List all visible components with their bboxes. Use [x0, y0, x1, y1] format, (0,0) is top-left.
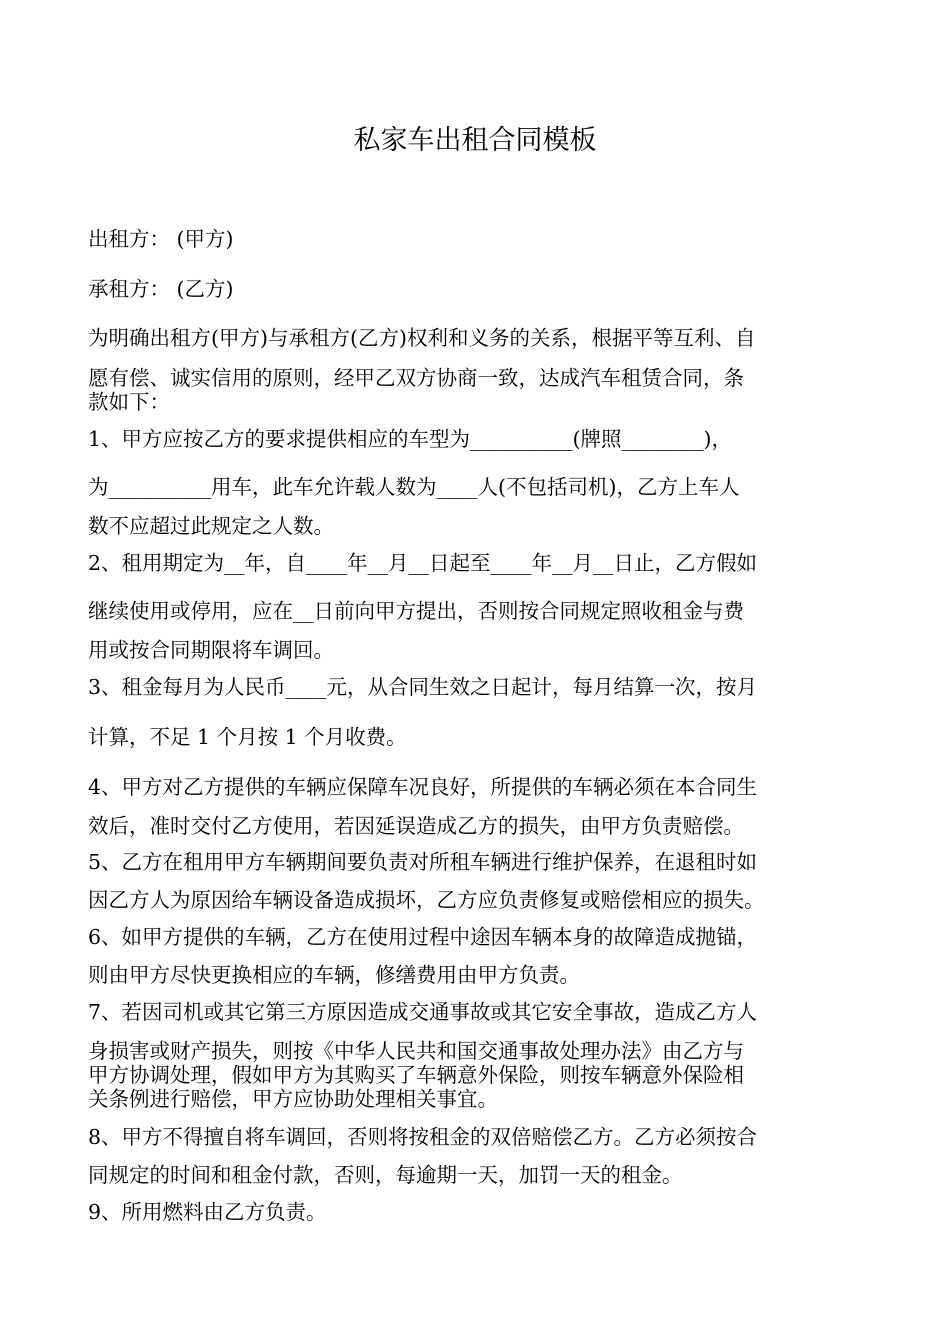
clause-line: 为__________用车，此车允许载人数为____人(不包括司机)，乙方上车人: [88, 475, 740, 499]
clause-line: 4、甲方对乙方提供的车辆应保障车况良好，所提供的车辆必须在本合同生: [88, 775, 758, 799]
intro-line: 愿有偿、诚实信用的原则，经甲乙双方协商一致，达成汽车租赁合同，条: [88, 366, 744, 390]
clause-line: 关条例进行赔偿，甲方应协助处理相关事宜。: [88, 1087, 498, 1111]
clause-line: 则由甲方尽快更换相应的车辆，修缮费用由甲方负责。: [88, 963, 580, 987]
intro-line: 为明确出租方(甲方)与承租方(乙方)权利和义务的关系，根据平等互利、自: [88, 326, 756, 350]
document-title: 私家车出租合同模板: [353, 125, 597, 156]
clause-line: 3、租金每月为人民币____元，从合同生效之日起计，每月结算一次，按月: [88, 675, 758, 699]
clause-line: 效后，准时交付乙方使用，若因延误造成乙方的损失，由甲方负责赔偿。: [88, 814, 744, 838]
intro-line: 款如下：: [88, 390, 170, 414]
clause-line: 同规定的时间和租金付款，否则，每逾期一天，加罚一天的租金。: [88, 1163, 683, 1187]
clause-line: 数不应超过此规定之人数。: [88, 514, 334, 538]
party-lessor: 出租方： (甲方): [88, 227, 234, 251]
clause-line: 继续使用或停用，应在__日前向甲方提出，否则按合同规定照收租金与费: [88, 599, 744, 623]
clause-line: 因乙方人为原因给车辆设备造成损坏，乙方应负责修复或赔偿相应的损失。: [88, 888, 765, 912]
clause-line: 6、如甲方提供的车辆，乙方在使用过程中途因车辆本身的故障造成抛锚，: [88, 925, 758, 949]
clause-line: 甲方协调处理，假如甲方为其购买了车辆意外保险，则按车辆意外保险相: [88, 1063, 744, 1087]
clause-line: 用或按合同期限将车调回。: [88, 638, 334, 662]
party-lessee: 承租方： (乙方): [88, 277, 234, 301]
clause-line: 计算，不足 1 个月按 1 个月收费。: [88, 725, 407, 749]
clause-line: 7、若因司机或其它第三方原因造成交通事故或其它安全事故，造成乙方人: [88, 1000, 758, 1024]
clause-line: 8、甲方不得擅自将车调回，否则将按租金的双倍赔偿乙方。乙方必须按合: [88, 1125, 758, 1149]
clause-line: 2、租用期定为__年，自____年__月__日起至____年__月__日止，乙方假如: [88, 551, 758, 575]
clause-line: 身损害或财产损失，则按《中华人民共和国交通事故处理办法》由乙方与: [88, 1039, 744, 1063]
clause-line: 9、所用燃料由乙方负责。: [88, 1200, 327, 1224]
clause-line: 5、乙方在租用甲方车辆期间要负责对所租车辆进行维护保养，在退租时如: [88, 850, 758, 874]
clause-line: 1、甲方应按乙方的要求提供相应的车型为__________(牌照________)，: [88, 427, 733, 451]
